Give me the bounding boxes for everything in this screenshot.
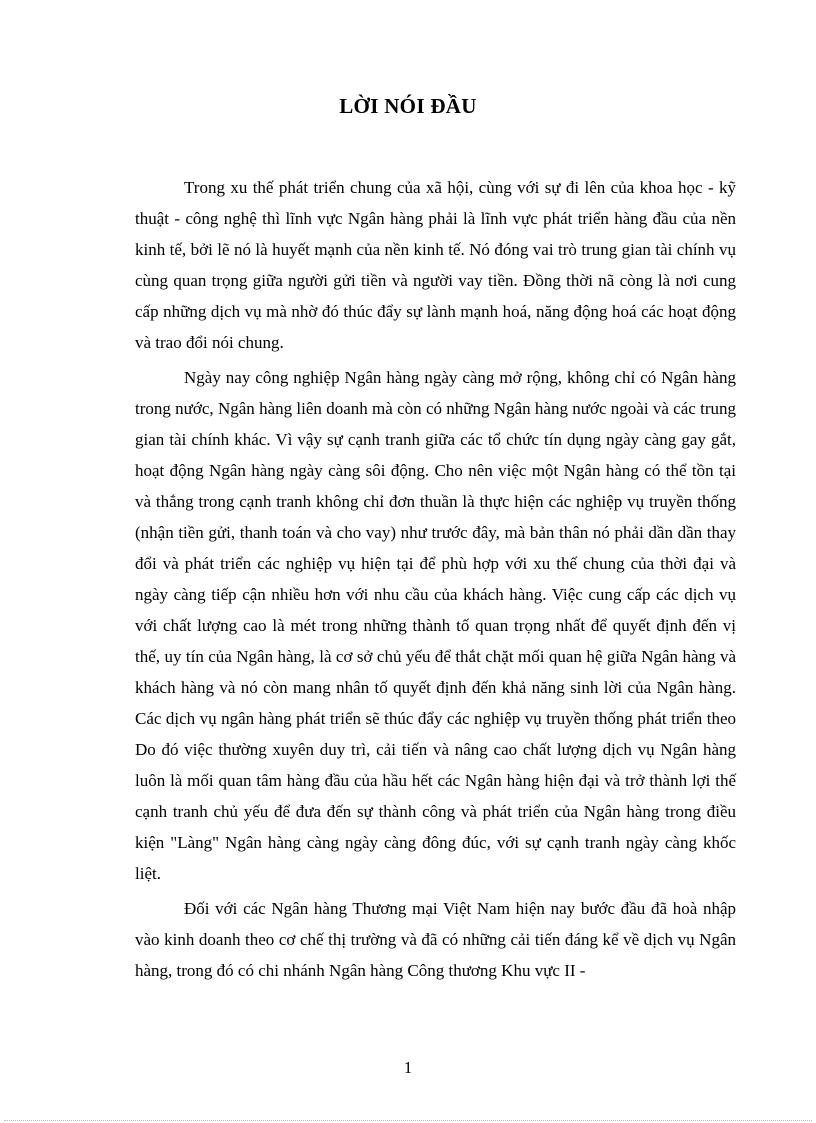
- paragraph-1: Trong xu thế phát triển chung của xã hội, cùng với sự đi lên của khoa học - kỹ thuật - công nghệ thì lĩnh vực Ngân hàng phải là lĩnh vực phát triển hàng đầu của nền kinh tế, bởi lẽ nó là huyết mạnh của nền kinh tế. Nó đóng vai trò trung gian tài chính vụ cùng quan trọng giữa người gửi tiền và người vay tiền. Đồng thời nã còng là nơi cung cấp những dịch vụ mà nhờ đó thúc đẩy sự lành mạnh hoá, năng động hoá các hoạt động và trao đổi nói chung.: [135, 178, 736, 352]
- paragraph-3: Đối với các Ngân hàng Thương mại Việt Nam hiện nay bước đầu đã hoà nhập vào kinh doanh theo cơ chế thị trường và đã có những cải tiến đáng kể về dịch vụ Ngân hàng, trong đó có chi nhánh Ngân hàng Công thương Khu vực II -: [135, 899, 736, 980]
- page-number: 1: [403, 1058, 413, 1077]
- page-title: LỜI NÓI ĐẦU: [339, 94, 477, 118]
- paragraph-2: Ngày nay công nghiệp Ngân hàng ngày càng mở rộng, không chỉ có Ngân hàng trong nước, Ngân hàng liên doanh mà còn có những Ngân hàng nước ngoài và các trung gian tài chính khác. Vì vậy sự cạnh tranh giữa các tổ chức tín dụng ngày càng gay gắt, hoạt động Ngân hàng ngày càng sôi động. Cho nên việc một Ngân hàng có thể tồn tại và thắng trong cạnh tranh không chỉ đơn thuần là thực hiện các nghiệp vụ truyền thống (nhận tiền gửi, thanh toán và cho vay) như trước đây, mà bản thân nó phải dần dần thay đổi và phát triển các nghiệp vụ hiện tại để phù hợp với xu thế chung của thời đại và ngày càng tiếp cận nhiều hơn với nhu cầu của khách hàng. Việc cung cấp các dịch vụ với chất lượng cao là mét trong những thành tố quan trọng nhất để quyết định đến vị thế, uy tín của Ngân hàng, là cơ sở chủ yếu để thắt chặt mối quan hệ giữa Ngân hàng và khách hàng và nó còn mang nhân tố quyết định đến khả năng sinh lời của Ngân hàng. Các dịch vụ ngân hàng phát triển sẽ thúc đẩy các nghiệp vụ truyền thống phát triển theo Do đó việc thường xuyên duy trì, cải tiến và nâng cao chất lượng dịch vụ Ngân hàng luôn là mối quan tâm hàng đầu của hầu hết các Ngân hàng hiện đại và trở thành lợi thế cạnh tranh chủ yếu để đưa đến sự thành công và phát triển của Ngân hàng trong điều kiện "Làng" Ngân hàng càng ngày càng đông đúc, với sự cạnh tranh ngày càng khốc liệt.: [135, 368, 736, 883]
- body-text: [135, 172, 736, 990]
- page-bottom-edge: [4, 1120, 812, 1121]
